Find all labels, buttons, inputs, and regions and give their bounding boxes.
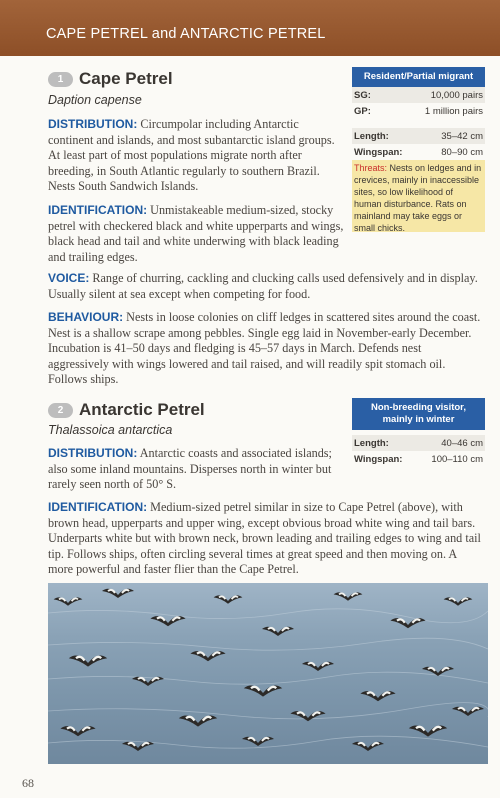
behaviour-label: BEHAVIOUR:	[48, 310, 124, 324]
petrel-silhouette	[179, 716, 217, 727]
scientific-name: Daption capense	[48, 93, 142, 107]
petrel-silhouette	[262, 627, 294, 636]
petrel-silhouette	[122, 742, 154, 751]
petrels-photo	[48, 583, 488, 764]
length-row: Length: 40–46 cm	[352, 435, 485, 451]
petrel-silhouette	[302, 662, 334, 671]
species-heading	[48, 400, 205, 420]
species-number-badge: 1	[48, 72, 73, 87]
identification-paragraph	[48, 500, 484, 578]
petrel-silhouette	[352, 742, 384, 751]
species-name: Cape Petrel	[79, 69, 173, 88]
petrel-silhouette	[214, 595, 243, 603]
wingspan-row: Wingspan: 100–110 cm	[354, 453, 483, 465]
petrel-silhouette	[242, 737, 274, 746]
status-band: Resident/Partial migrant	[352, 67, 485, 87]
petrel-silhouette	[244, 686, 282, 697]
scientific-name: Thalassoica antarctica	[48, 423, 173, 437]
distribution-paragraph	[48, 117, 344, 195]
status-band: Non-breeding visitor, mainly in winter	[352, 398, 485, 430]
voice-paragraph	[48, 271, 482, 302]
petrel-silhouette	[452, 707, 484, 716]
length-row: Length: 35–42 cm	[352, 128, 485, 144]
status-box	[352, 398, 485, 467]
petrel-silhouette	[409, 726, 447, 737]
distribution-label: DISTRIBUTION:	[48, 446, 138, 460]
page-number: 68	[22, 776, 34, 790]
gp-row: GP: 1 million pairs	[354, 105, 483, 117]
petrel-silhouette	[150, 616, 185, 626]
identification-text: Medium-sized petrel similar in size to Cape Petrel (above), with brown head, upperparts and upper wing, except obvious broad white wing and tail bars. Underparts white but with brown neck, brown leading and trailing edges to wing and tail tip. Follows ships, often circling several times at great speed and then moving on. A more powerful and faster flier than the Cape Petrel.	[48, 500, 481, 577]
species-name: Antarctic Petrel	[79, 400, 205, 419]
petrel-silhouette	[290, 711, 325, 721]
petrel-silhouette	[422, 667, 454, 676]
identification-text: Unmistakeable medium-sized, stocky petrel with checkered black and white upperparts and wings, black head and tail and white underwing with black leading and trailing edges.	[48, 203, 344, 264]
wingspan-row: Wingspan: 80–90 cm	[354, 146, 483, 158]
identification-label: IDENTIFICATION:	[48, 203, 148, 217]
distribution-label: DISTRIBUTION:	[48, 117, 138, 131]
petrel-silhouette	[190, 651, 225, 661]
status-box	[352, 67, 485, 160]
petrel-silhouette	[390, 618, 425, 628]
petrel-silhouette	[360, 691, 395, 701]
petrel-silhouette	[132, 677, 164, 686]
sg-row: SG: 10,000 pairs	[352, 87, 485, 103]
petrel-silhouette	[444, 597, 473, 605]
species-heading	[48, 69, 173, 89]
voice-label: VOICE:	[48, 271, 90, 285]
identification-label: IDENTIFICATION:	[48, 500, 148, 514]
petrel-silhouette	[54, 597, 83, 605]
threats-text: Nests on ledges and in crevices, mainly in inaccessible sites, so low likelihood of human disturbance. Rats on mainland may take eggs or small chicks.	[354, 163, 482, 233]
page-title: CAPE PETREL and ANTARCTIC PETREL	[46, 26, 326, 42]
voice-text: Range of churring, cackling and clucking calls used defensively and in display. Usually silent at sea except when competing for food.	[48, 271, 478, 301]
petrel-silhouette	[102, 589, 134, 598]
behaviour-paragraph	[48, 310, 482, 388]
sea-birds-image	[48, 583, 488, 764]
threats-box	[352, 160, 485, 232]
threats-label: Threats:	[354, 163, 388, 173]
distribution-paragraph	[48, 446, 344, 493]
species-number-badge: 2	[48, 403, 73, 418]
distribution-text: Antarctic coasts and associated islands; also some inland mountains. Disperses north in winter but rarely seen north of 50° S.	[48, 446, 332, 492]
identification-paragraph	[48, 203, 344, 265]
distribution-text: Circumpolar including Antarctic continent and islands, and most subantarctic island groups. At least part of most populations migrate north after breeding, in South Atlantic regularly to southern Brazil. Nests South Sandwich Islands.	[48, 117, 335, 194]
petrel-silhouette	[334, 592, 363, 600]
petrel-silhouette	[69, 656, 107, 667]
behaviour-text: Nests in loose colonies on cliff ledges in scattered sites around the coast. Nest is a shallow scrape among pebbles. Single egg laid in November-early December. Incubation is 41–50 days and fledging is 45–57 days in March. Defends nest aggressively with wings lowered and tail raised, and will readily spit stomach oil. Follows ships.	[48, 310, 481, 387]
petrel-silhouette	[60, 726, 95, 736]
